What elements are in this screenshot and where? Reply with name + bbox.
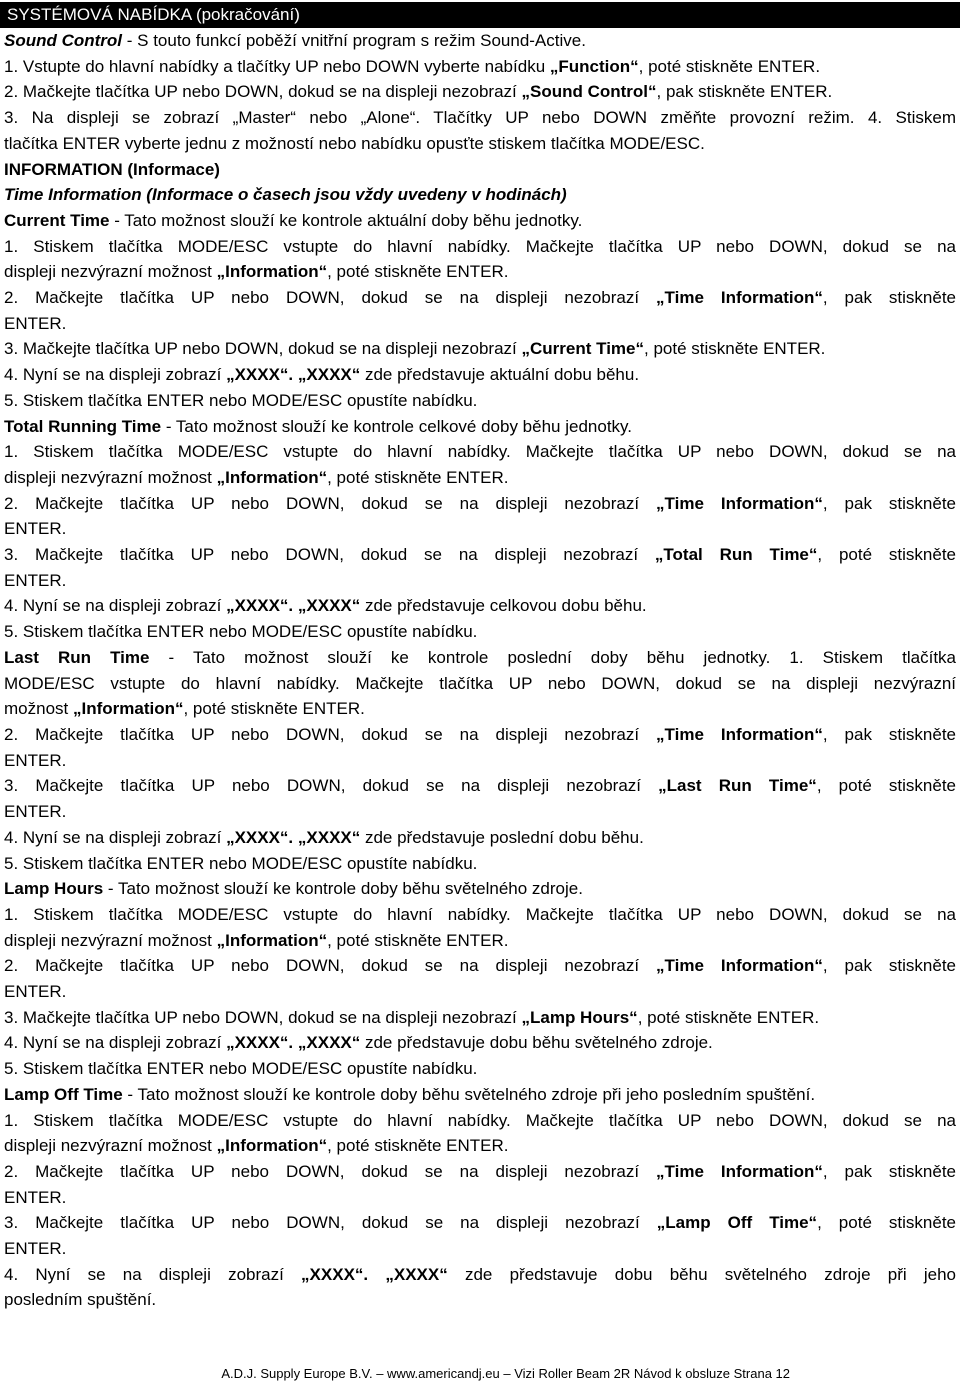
sound-control-label: „Sound Control“ (521, 82, 657, 102)
step-text: displeji nezvýrazní možnost (4, 930, 217, 950)
xxxx-label: „XXXX“. (226, 596, 294, 616)
step-text: , pak stiskněte (822, 288, 957, 308)
lamp-hours-intro (4, 876, 956, 902)
current-step-2-cont: ENTER. (4, 313, 67, 333)
time-information-heading (4, 182, 956, 208)
last-run-title: Last Run Time (4, 647, 150, 667)
time-information-label: „Time Information“ (656, 288, 823, 308)
step-text: displeji nezvýrazní možnost (4, 262, 217, 282)
step-text: zde představuje dobu běhu světelného zdroje. (360, 1033, 713, 1053)
step-text: 3. Mačkejte tlačítka UP nebo DOWN, dokud se na displeji nezobrazí (4, 339, 522, 359)
page-footer-text: A.D.J. Supply Europe B.V. – www.americandj.eu – Vizi Roller Beam 2R Návod k obsluze Strana 12 (221, 1366, 790, 1381)
step-text: , poté stiskněte ENTER. (637, 1007, 820, 1027)
step-text: 4. Nyní se na displeji zobrazí (4, 365, 227, 385)
step-text: možnost (4, 699, 73, 719)
sound-step-1-end: , poté stiskněte ENTER. (638, 56, 821, 76)
information-label: „Information“ (216, 262, 328, 282)
last-step-5: 5. Stiskem tlačítka ENTER nebo MODE/ESC opustíte nabídku. (4, 853, 478, 873)
step-text: , poté stiskněte ENTER. (327, 262, 509, 282)
step-text: 2. Mačkejte tlačítka UP nebo DOWN, dokud se na displeji nezobrazí (4, 724, 657, 744)
sound-step-1 (4, 54, 956, 80)
manual-page (4, 0, 956, 1313)
step-text: displeji nezvýrazní možnost (4, 467, 217, 487)
current-time-desc: - Tato možnost slouží ke kontrole aktuální doby běhu jednotky. (109, 210, 583, 230)
lampoff-step-2 (4, 1159, 956, 1185)
step-text: , pak stiskněte (822, 724, 957, 744)
step-text: , poté stiskněte ENTER. (327, 1136, 509, 1156)
step-text: 2. Mačkejte tlačítka UP nebo DOWN, dokud se na displeji nezobrazí (4, 493, 657, 513)
step-text: 2. Mačkejte tlačítka UP nebo DOWN, dokud se na displeji nezobrazí (4, 1161, 657, 1181)
lamp-step-3 (4, 1005, 956, 1031)
xxxx-label: „XXXX“ (385, 1264, 448, 1284)
total-step-2-cont: ENTER. (4, 519, 67, 539)
sound-step-2-end: , pak stiskněte ENTER. (656, 82, 833, 102)
xxxx-label: „XXXX“ (297, 365, 361, 385)
last-run-intro-2: MODE/ESC vstupte do hlavní nabídky. Mačkejte tlačítka UP nebo DOWN, dokud se na displeji nezvýrazní (4, 673, 956, 693)
time-information-label: „Time Information“ (656, 493, 823, 513)
step-text: , pak stiskněte (822, 493, 957, 513)
current-time-intro (4, 208, 956, 234)
current-time-label: „Current Time“ (521, 339, 644, 359)
sound-control-intro (4, 28, 956, 54)
lamp-off-time-label: „Lamp Off Time“ (656, 1213, 818, 1233)
last-step-3 (4, 773, 956, 799)
xxxx-label: „XXXX“ (297, 1033, 361, 1053)
current-step-4 (4, 362, 956, 388)
step-text: 4. Nyní se na displeji zobrazí (4, 1033, 227, 1053)
sound-control-desc: - S touto funkcí poběží vnitřní program s režim Sound-Active. (122, 31, 586, 50)
lampoff-step-1: 1. Stiskem tlačítka MODE/ESC vstupte do hlavní nabídky. Mačkejte tlačítka UP nebo DOWN, dokud se na (4, 1110, 956, 1130)
last-run-desc: - Tato možnost slouží ke kontrole poslední doby běhu jednotky. 1. Stiskem tlačítka (149, 647, 956, 667)
last-run-intro-3 (4, 696, 956, 722)
step-text: 3. Mačkejte tlačítka UP nebo DOWN, dokud se na displeji nezobrazí (4, 1007, 522, 1027)
information-label: „Information“ (72, 699, 184, 719)
total-step-2 (4, 491, 956, 517)
lamp-step-5: 5. Stiskem tlačítka ENTER nebo MODE/ESC opustíte nabídku. (4, 1059, 478, 1079)
step-text: , poté stiskněte ENTER. (327, 930, 509, 950)
lamp-off-desc: - Tato možnost slouží ke kontrole doby běhu světelného zdroje při jeho posledním spuštění. (122, 1084, 816, 1104)
step-text: 4. Nyní se na displeji zobrazí (4, 1264, 302, 1284)
xxxx-label: „XXXX“. (226, 1033, 294, 1053)
sound-step-3-cont: tlačítka ENTER vyberte jednu z možností nebo nabídku opusťte stiskem tlačítka MODE/ESC. (4, 133, 705, 153)
last-step-2 (4, 722, 956, 748)
current-step-3 (4, 336, 956, 362)
page-footer (0, 1366, 960, 1381)
step-text: 4. Nyní se na displeji zobrazí (4, 596, 227, 616)
sound-step-3: 3. Na displeji se zobrazí „Master“ nebo „Alone“. Tlačítky UP nebo DOWN změňte provozní režim. 4. Stiskem (4, 108, 956, 128)
lamp-hours-title: Lamp Hours (4, 879, 104, 899)
sound-step-1-text: 1. Vstupte do hlavní nabídky a tlačítky UP nebo DOWN vyberte nabídku (4, 56, 550, 76)
total-time-intro (4, 414, 956, 440)
step-text: 3. Mačkejte tlačítka UP nebo DOWN, dokud se na displeji nezobrazí (4, 1213, 657, 1233)
lampoff-step-3-cont: ENTER. (4, 1239, 67, 1259)
step-text: displeji nezvýrazní možnost (4, 1136, 217, 1156)
xxxx-label: „XXXX“ (297, 827, 361, 847)
lampoff-step-4 (4, 1262, 956, 1288)
lamp-hours-label: „Lamp Hours“ (521, 1007, 638, 1027)
lamp-step-1: 1. Stiskem tlačítka MODE/ESC vstupte do hlavní nabídky. Mačkejte tlačítka UP nebo DOWN, dokud se na (4, 904, 956, 924)
current-step-5: 5. Stiskem tlačítka ENTER nebo MODE/ESC opustíte nabídku. (4, 390, 478, 410)
last-step-3-cont: ENTER. (4, 802, 67, 822)
lampoff-step-2-cont: ENTER. (4, 1187, 67, 1207)
step-text: , poté stiskněte ENTER. (644, 339, 826, 359)
lamp-step-1-cont (4, 928, 956, 954)
lamp-hours-desc: - Tato možnost slouží ke kontrole doby běhu světelného zdroje. (103, 879, 583, 899)
last-step-4 (4, 825, 956, 851)
lamp-off-intro (4, 1082, 956, 1108)
information-label: „Information“ (216, 1136, 328, 1156)
total-step-3-cont: ENTER. (4, 570, 67, 590)
xxxx-label: „XXXX“. (226, 827, 294, 847)
lamp-step-2-cont: ENTER. (4, 982, 67, 1002)
total-step-4 (4, 593, 956, 619)
total-run-time-label: „Total Run Time“ (654, 545, 818, 565)
last-run-intro (4, 645, 956, 671)
time-information-label: „Time Information“ (656, 724, 823, 744)
information-label: „Information“ (216, 467, 328, 487)
step-text: , poté stiskněte (816, 776, 956, 796)
section-header (0, 2, 960, 28)
lampoff-step-1-cont (4, 1133, 956, 1159)
last-step-2-cont: ENTER. (4, 750, 67, 770)
step-text: , poté stiskněte ENTER. (183, 699, 365, 719)
sound-control-title: Sound Control (4, 31, 123, 50)
current-step-1: 1. Stiskem tlačítka MODE/ESC vstupte do hlavní nabídky. Mačkejte tlačítka UP nebo DOWN, dokud se na (4, 236, 956, 256)
current-step-2 (4, 285, 956, 311)
lamp-off-title: Lamp Off Time (4, 1084, 123, 1104)
total-step-3 (4, 542, 956, 568)
step-text: , poté stiskněte ENTER. (327, 467, 509, 487)
step-text: 3. Mačkejte tlačítka UP nebo DOWN, dokud se na displeji nezobrazí (4, 545, 655, 565)
sound-step-2-text: 2. Mačkejte tlačítka UP nebo DOWN, dokud se na displeji nezobrazí (4, 82, 522, 102)
step-text: 3. Mačkejte tlačítka UP nebo DOWN, dokud se na displeji nezobrazí (4, 776, 659, 796)
lamp-step-4 (4, 1030, 956, 1056)
time-information-label: „Time Information“ (656, 1161, 823, 1181)
step-text: , poté stiskněte (817, 545, 956, 565)
step-text: , pak stiskněte (822, 1161, 957, 1181)
step-text: zde představuje poslední dobu běhu. (360, 827, 644, 847)
step-text: 2. Mačkejte tlačítka UP nebo DOWN, dokud se na displeji nezobrazí (4, 956, 657, 976)
step-text: zde představuje dobu běhu světelného zdroje při jeho (447, 1264, 956, 1284)
time-information-label: „Time Information“ (656, 956, 823, 976)
xxxx-label: „XXXX“. (226, 365, 294, 385)
step-text: 4. Nyní se na displeji zobrazí (4, 827, 227, 847)
function-label: „Function“ (549, 56, 639, 76)
step-text: , poté stiskněte (817, 1213, 956, 1233)
step-text: 2. Mačkejte tlačítka UP nebo DOWN, dokud se na displeji nezobrazí (4, 288, 657, 308)
current-step-1-cont (4, 259, 956, 285)
xxxx-label: „XXXX“. (301, 1264, 369, 1284)
total-step-1-cont (4, 465, 956, 491)
section-header-title: SYSTÉMOVÁ NABÍDKA (pokračování) (7, 5, 300, 24)
information-label: „Information“ (216, 930, 328, 950)
information-title: INFORMATION (Informace) (4, 159, 220, 179)
xxxx-label: „XXXX“ (297, 596, 361, 616)
current-time-title: Current Time (4, 210, 110, 230)
step-text: zde představuje aktuální dobu běhu. (360, 365, 640, 385)
last-run-time-label: „Last Run Time“ (658, 776, 817, 796)
total-time-desc: - Tato možnost slouží ke kontrole celkové doby běhu jednotky. (161, 416, 633, 436)
lamp-step-2 (4, 953, 956, 979)
time-information-title: Time Information (Informace o časech jsou vždy uvedeny v hodinách) (4, 185, 567, 205)
step-text: , pak stiskněte (822, 956, 957, 976)
step-text: zde představuje celkovou dobu běhu. (360, 596, 647, 616)
lampoff-step-4-cont: posledním spuštění. (4, 1290, 157, 1310)
sound-step-2 (4, 79, 956, 105)
lampoff-step-3 (4, 1210, 956, 1236)
information-heading (4, 157, 956, 183)
total-time-title: Total Running Time (4, 416, 162, 436)
total-step-5: 5. Stiskem tlačítka ENTER nebo MODE/ESC opustíte nabídku. (4, 622, 478, 642)
total-step-1: 1. Stiskem tlačítka MODE/ESC vstupte do hlavní nabídky. Mačkejte tlačítka UP nebo DOWN, dokud se na (4, 442, 956, 462)
